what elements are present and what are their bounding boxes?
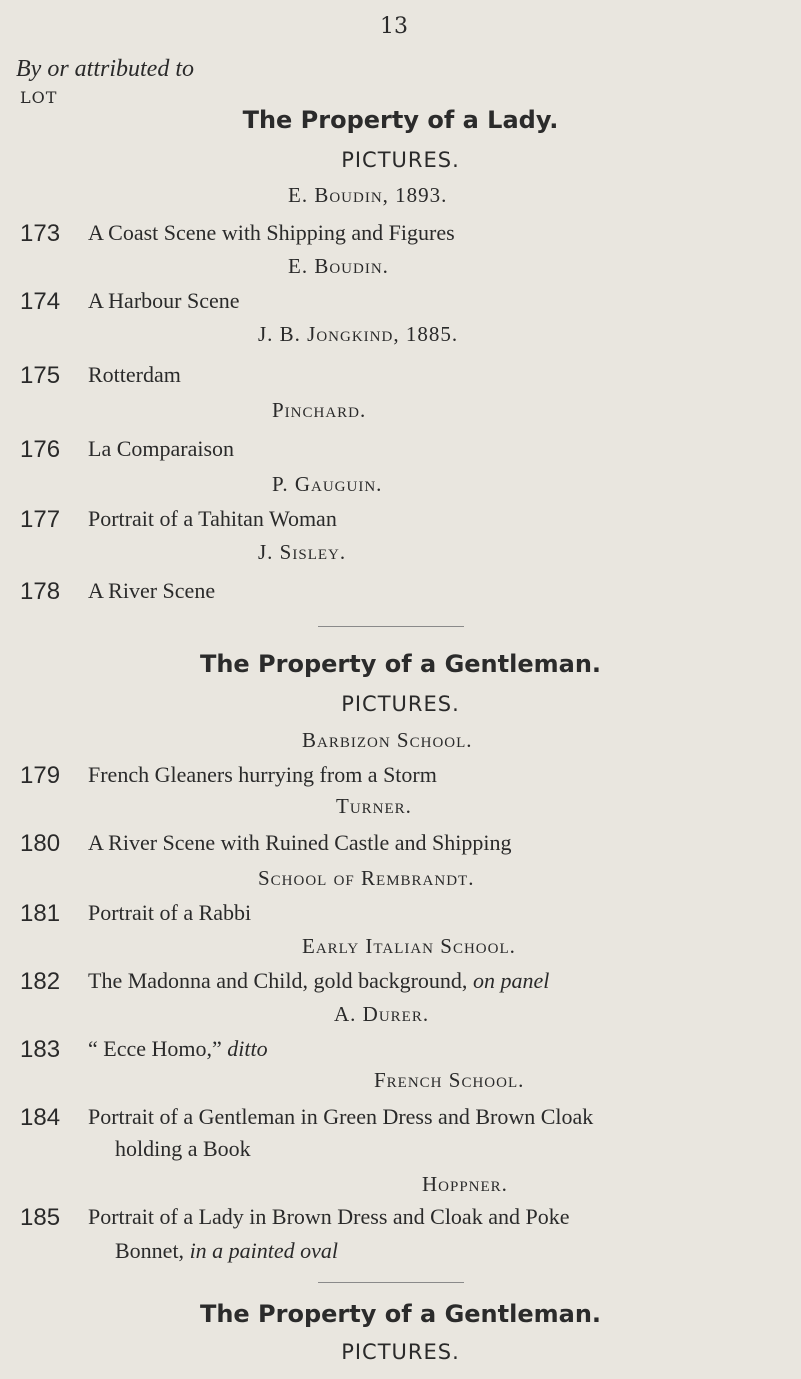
lot-description: A Coast Scene with Shipping and Figures: [88, 220, 455, 245]
section-subtitle: PICTURES.: [341, 148, 460, 172]
page-header: By or attributed to: [16, 56, 194, 82]
lot-number: 174: [20, 288, 61, 315]
artist-attribution: J. Sisley.: [258, 540, 347, 564]
lot-column-header: LOT: [20, 88, 58, 107]
lot-description: Rotterdam: [88, 362, 181, 387]
artist-attribution: J. B. Jongkind, 1885.: [258, 322, 459, 346]
lot-number: 181: [20, 900, 61, 927]
artist-attribution: School of Rembrandt.: [258, 866, 475, 890]
lot-description-italic: in a painted oval: [189, 1238, 339, 1263]
lot-description-continued: holding a Book: [115, 1136, 251, 1161]
section-title: The Property of a Lady.: [242, 106, 559, 134]
lot-number: 173: [20, 220, 61, 247]
page-number: 13: [380, 14, 408, 39]
lot-description: Portrait of a Rabbi: [88, 900, 252, 925]
artist-attribution: Turner.: [336, 794, 412, 818]
lot-description: A River Scene: [88, 578, 216, 603]
section-divider: [318, 1282, 464, 1283]
lot-number: 182: [20, 968, 61, 995]
artist-attribution: E. Boudin.: [288, 254, 389, 278]
section-subtitle: PICTURES.: [341, 1340, 460, 1364]
lot-description: Portrait of a Gentleman in Green Dress and Brown Cloak: [88, 1104, 594, 1129]
artist-attribution: A. Durer.: [334, 1002, 430, 1026]
lot-description: French Gleaners hurrying from a Storm: [88, 762, 437, 787]
lot-number: 179: [20, 762, 61, 789]
lot-description: [88, 1036, 268, 1062]
lot-number: 184: [20, 1104, 61, 1131]
section-title: The Property of a Gentleman.: [199, 650, 602, 678]
lot-number: 177: [20, 506, 61, 533]
artist-attribution: Hoppner.: [422, 1172, 508, 1196]
section-title: The Property of a Gentleman.: [199, 1300, 602, 1328]
lot-number: 180: [20, 830, 61, 857]
lot-description-text: Bonnet,: [115, 1238, 185, 1263]
lot-description: A River Scene with Ruined Castle and Shipping: [88, 830, 512, 855]
lot-number: 185: [20, 1204, 61, 1231]
artist-attribution: Barbizon School.: [302, 728, 473, 752]
lot-number: 175: [20, 362, 61, 389]
artist-attribution: P. Gauguin.: [272, 472, 383, 496]
artist-attribution: French School.: [374, 1068, 525, 1092]
lot-description-italic: ditto: [227, 1036, 268, 1061]
lot-description: Portrait of a Lady in Brown Dress and Cloak and Poke: [88, 1204, 570, 1229]
lot-description: [88, 968, 549, 994]
lot-description: A Harbour Scene: [88, 288, 240, 313]
artist-attribution: Early Italian School.: [302, 934, 516, 958]
lot-number: 176: [20, 436, 61, 463]
artist-attribution: E. Boudin, 1893.: [288, 183, 448, 207]
lot-number: 178: [20, 578, 61, 605]
section-divider: [318, 626, 464, 627]
lot-description-text: The Madonna and Child, gold background,: [88, 968, 468, 993]
lot-description-text: “ Ecce Homo,”: [88, 1036, 222, 1061]
section-subtitle: PICTURES.: [341, 692, 460, 716]
artist-attribution: Pinchard.: [272, 398, 367, 422]
lot-description: La Comparaison: [88, 436, 235, 461]
lot-description-continued: [115, 1238, 338, 1264]
lot-description-italic: on panel: [472, 968, 550, 993]
lot-number: 183: [20, 1036, 61, 1063]
lot-description: Portrait of a Tahitan Woman: [88, 506, 337, 531]
